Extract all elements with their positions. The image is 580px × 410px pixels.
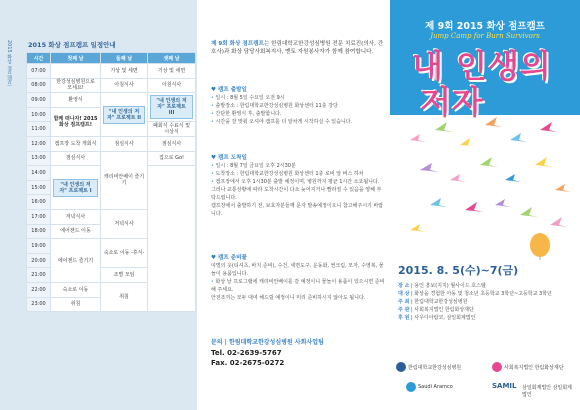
contact-fax: Fax. 02-2675-0272 bbox=[211, 359, 285, 367]
supplies-section bbox=[211, 254, 386, 302]
info-row: 주 최 | 한림대학교한강성심병원 bbox=[398, 299, 468, 305]
logo-samil: SAMIL bbox=[492, 382, 517, 390]
contact-tel: Tel. 02-2639-5767 bbox=[211, 349, 282, 357]
header-time: 시간 bbox=[27, 53, 51, 64]
info-key: 주 최 bbox=[398, 299, 410, 305]
contact-org: 문의 | 한림대학교한강성심병원 사회사업팀 bbox=[211, 339, 324, 346]
time-cell: 16:00 bbox=[27, 195, 51, 210]
table-row bbox=[27, 78, 196, 93]
info-value: 화상을 경험한 아동 및 청소년 초등학교 3학년~고등학교 3학년 bbox=[414, 291, 552, 297]
intro-org: 제 9회 화상 점프캠프 bbox=[211, 41, 264, 47]
info-key: 대 상 bbox=[398, 291, 410, 297]
day1-airgen-cell: 에어젠드 즐기기 bbox=[51, 239, 101, 283]
day2-cell: 조별 모임 bbox=[101, 268, 148, 283]
section-title: ♥ 캠프 도착일 bbox=[211, 154, 386, 162]
day1-departure-cell: 함께 떠나자! 2015 화상 점프캠프! bbox=[51, 107, 101, 136]
list-item: • 화상 날 프로그램에 캐리비안베이를 갈 예정이니 물놀이 용품이 있으시면 준비해 주세요. bbox=[211, 278, 386, 294]
day1-cell: 점심식사 bbox=[51, 151, 101, 166]
header-day3: 셋째 날 bbox=[148, 53, 196, 64]
section-title: ♥ 캠프 준비물 bbox=[211, 254, 386, 262]
info-row: 장 소 | 용인 흥보(지지) 월사이드 호스텔 bbox=[398, 283, 486, 289]
list-item: • 도착장소 : 한림대학교한강성심병원 화상센터 1층 로비 앞 버스 하차 bbox=[211, 170, 386, 178]
list-item: • 일시 : 8월 7일 금요일 오후 2시30분 bbox=[211, 162, 386, 170]
schedule-table bbox=[26, 52, 196, 312]
header-day1: 첫째 날 bbox=[51, 53, 101, 64]
info-row: 후 원 | 사우디아람코, 삼일회계법인 bbox=[398, 315, 476, 321]
bird-flock bbox=[410, 117, 571, 232]
info-key: 후 원 bbox=[398, 315, 410, 321]
table-row bbox=[27, 136, 196, 151]
day3-cell: 기상 및 세면 bbox=[148, 64, 196, 79]
day3-empty-cell bbox=[148, 166, 196, 312]
time-cell: 22:00 bbox=[27, 282, 51, 297]
balloon-icon bbox=[530, 233, 550, 260]
header-day2: 둘째 날 bbox=[101, 53, 148, 64]
project-2-box: "내 인생의 저자" 프로젝트 II bbox=[103, 106, 145, 124]
project-3-box: "내 인생의 저자" 프로젝트 III bbox=[150, 95, 193, 119]
day1-cell bbox=[51, 64, 101, 79]
time-cell: 19:00 bbox=[27, 239, 51, 254]
birds-illustration bbox=[390, 110, 580, 260]
logo-hallym-hospital: 한림대학교한강성심병원 bbox=[396, 362, 461, 372]
list-item: 캠프장에서 출발하기 전, 보호자분들께 문자 발송예정이오니 참고해주시기 바랍니다. bbox=[211, 203, 384, 217]
day2-cell: 숙소로 이동 -휴식- bbox=[101, 239, 148, 268]
list-item: • 일시 : 8월 5일 수요일 오전 9시 bbox=[211, 94, 386, 102]
day3-cell: 아침식사 bbox=[148, 78, 196, 93]
day1-cell: 한강성심병원으로 모세요! bbox=[51, 78, 101, 93]
schedule-panel bbox=[0, 0, 197, 410]
list-item: • 시간을 잘 맞춰 오셔야 캠프를 더 알차게 시작하실 수 있습니다. bbox=[211, 118, 386, 126]
time-cell: 13:00 bbox=[27, 151, 51, 166]
time-cell: 12:00 bbox=[27, 136, 51, 151]
info-row: 주 관 | 사회복지법인 한림화상재단 bbox=[398, 307, 474, 313]
day2-cell: 기상 및 세면 bbox=[101, 64, 148, 79]
list-item: 그러나 교통상황에 따라 도착시간이 다소 늦어지거나 빨라질 수 있음을 양해 부탁드립니다. bbox=[211, 187, 382, 201]
time-cell: 18:00 bbox=[27, 224, 51, 239]
day1-cell: 환영식 bbox=[51, 93, 101, 108]
info-value: 용인 흥보(지지) 월사이드 호스텔 bbox=[414, 283, 486, 289]
logo-samil-kr: 삼일회계법인 삼일회계법인 bbox=[522, 385, 572, 398]
day3-cell: 폐회식 수료식 및 시상식 bbox=[148, 122, 196, 137]
logo-saudi-aramco: Saudi Aramco bbox=[406, 382, 453, 392]
info-key: 주 관 bbox=[398, 307, 410, 313]
day1-cell: 취침 bbox=[51, 297, 101, 312]
table-row bbox=[27, 64, 196, 79]
info-value: 사우디아람코, 삼일회계법인 bbox=[414, 315, 476, 321]
time-cell: 17:00 bbox=[27, 209, 51, 224]
day2-cell: 저녁식사 bbox=[101, 209, 148, 238]
schedule-title: 2015 화상 점프캠프 일정안내 bbox=[28, 41, 116, 49]
time-cell: 15:00 bbox=[27, 180, 51, 195]
time-cell: 07:00 bbox=[27, 64, 51, 79]
info-panel bbox=[197, 0, 390, 410]
cover-panel bbox=[390, 0, 580, 410]
day3-cell: 점심식사 bbox=[148, 136, 196, 151]
list-item: 여벌의 옷(티셔츠, 바지 준비), 수건, 세면도구, 운동화, 썬크림, 모자, 수영복, 물놀이 용품입니다. bbox=[211, 263, 384, 277]
day1-project-cell bbox=[51, 166, 101, 210]
time-cell: 23:00 bbox=[27, 297, 51, 312]
schedule-header-row bbox=[27, 53, 196, 64]
cover-title-line1: 내 인생의 bbox=[412, 47, 552, 85]
list-item: • 출발장소 : 한림대학교한강성심병원 화상센터 11층 강당 bbox=[211, 102, 386, 110]
cover-english-title: Jump Camp for Burn Survivors bbox=[430, 32, 540, 40]
sponsor-logos bbox=[396, 358, 576, 404]
info-value: 한림대학교한강성심병원 bbox=[414, 299, 468, 305]
day2-project-cell bbox=[101, 93, 148, 137]
arrival-section bbox=[211, 154, 386, 218]
list-item: • 간단한 환영식 후, 출발합니다. bbox=[211, 110, 386, 118]
day1-cell: 저녁식사 bbox=[51, 209, 101, 224]
time-cell: 10:00 bbox=[27, 107, 51, 122]
aramco-logo-icon bbox=[406, 382, 416, 392]
camp-info bbox=[398, 282, 576, 322]
table-row bbox=[27, 93, 196, 108]
departure-section bbox=[211, 86, 386, 126]
time-cell: 11:00 bbox=[27, 122, 51, 137]
contact-block bbox=[211, 338, 386, 368]
foundation-logo-icon bbox=[492, 362, 502, 372]
day1-cell: 캠프장 도착 개회식 bbox=[51, 136, 101, 151]
cover-subtitle: 제 9회 2015 화상 점프캠프 bbox=[425, 21, 545, 32]
day2-cell: 취침 bbox=[101, 282, 148, 311]
cover-title-line2: 저자 bbox=[420, 83, 484, 121]
logo-hallym-foundation: 사회복지법인 한림화상재단 bbox=[492, 362, 564, 372]
side-vertical-text: 2015 화상 점프캠프 bbox=[6, 40, 12, 86]
info-row: 대 상 | 화상을 경험한 아동 및 청소년 초등학교 3학년~고등학교 3학년 bbox=[398, 291, 552, 297]
day2-caribbean-cell: 캐리비안베이 즐기기 bbox=[101, 151, 148, 209]
day3-cell: 집으로 Go! bbox=[148, 151, 196, 166]
time-cell: 08:00 bbox=[27, 78, 51, 93]
table-row bbox=[27, 151, 196, 166]
time-cell: 20:00 bbox=[27, 253, 51, 268]
day1-cell: 에어젠드 이동 bbox=[51, 224, 101, 239]
day2-cell: 점심식사 bbox=[101, 136, 148, 151]
time-cell: 14:00 bbox=[27, 166, 51, 181]
intro-text bbox=[211, 40, 386, 56]
hospital-logo-icon bbox=[396, 362, 406, 372]
intro-body: 는 한림대학교한강성심병원 전문 치료진(의사, 간호사)과 화상 담당사회복지사, 멘토 자원봉사자가 함께 참여합니다. bbox=[211, 41, 384, 55]
camp-date: 2015. 8. 5(수)~7(금) bbox=[398, 264, 519, 277]
day3-project-cell bbox=[148, 93, 196, 122]
time-cell: 21:00 bbox=[27, 268, 51, 283]
list-item: • 캠프장에서 오후 1시30분 출발 예정이며, 병원까지 평균 1시간 소요됩니다. bbox=[211, 178, 386, 186]
info-value: 사회복지법인 한림화상재단 bbox=[414, 307, 474, 313]
project-1-box: "내 인생의 저자" 프로젝트 I bbox=[53, 179, 98, 197]
day1-cell: 숙소로 이동 bbox=[51, 282, 101, 297]
section-title: ♥ 캠프 출발일 bbox=[211, 86, 386, 94]
time-cell: 09:00 bbox=[27, 93, 51, 108]
info-key: 장 소 bbox=[398, 283, 410, 289]
list-item: 안전조끼는 모두 대여 해드릴 예정이니 미리 준비하시지 않아도 됩니다. bbox=[211, 295, 366, 301]
day2-cell: 아침식사 bbox=[101, 78, 148, 93]
